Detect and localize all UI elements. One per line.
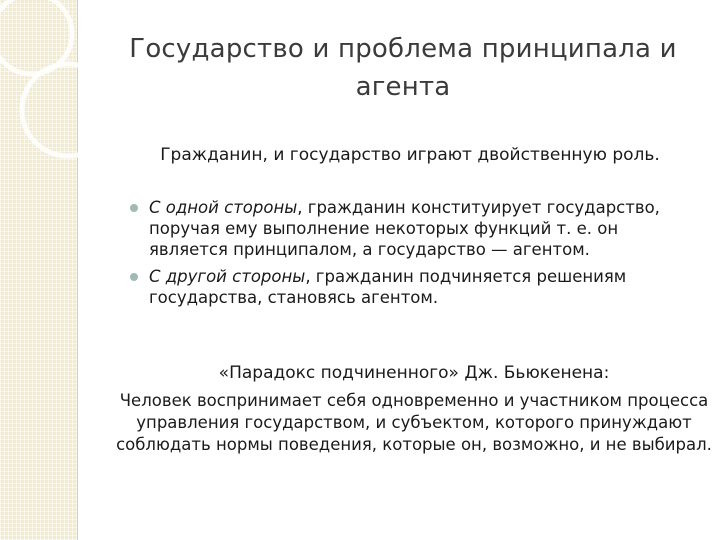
bullet-dot-icon <box>130 204 138 212</box>
bullet-lead: С другой стороны <box>149 267 306 286</box>
slide-title: Государство и проблема принципала и агента <box>129 34 677 102</box>
intro-text: Гражданин, и государство играют двойственную роль. <box>160 145 660 165</box>
bullet-dot-icon <box>130 273 138 281</box>
quote-body: Человек воспринимает себя одновременно и участником процесса управления государством, и субъектом, которого принуждают соблюдать нормы поведения, которые он, возможно, и не выбирал. <box>116 391 712 454</box>
bullet-text: , гражданин конституирует государство, поручая ему выполнение некоторых функций т. е. он является принципалом, а государство — агентом. <box>149 198 660 259</box>
quote-title: «Парадокс подчиненного» Дж. Бьюкенена: <box>218 363 610 383</box>
bullet-item <box>130 197 698 260</box>
bullet-lead: С одной стороны <box>149 198 298 217</box>
bullet-item <box>130 266 698 308</box>
bullet-text: , гражданин подчиняется решениям государства, становясь агентом. <box>149 267 627 307</box>
bullet-list <box>130 197 698 314</box>
